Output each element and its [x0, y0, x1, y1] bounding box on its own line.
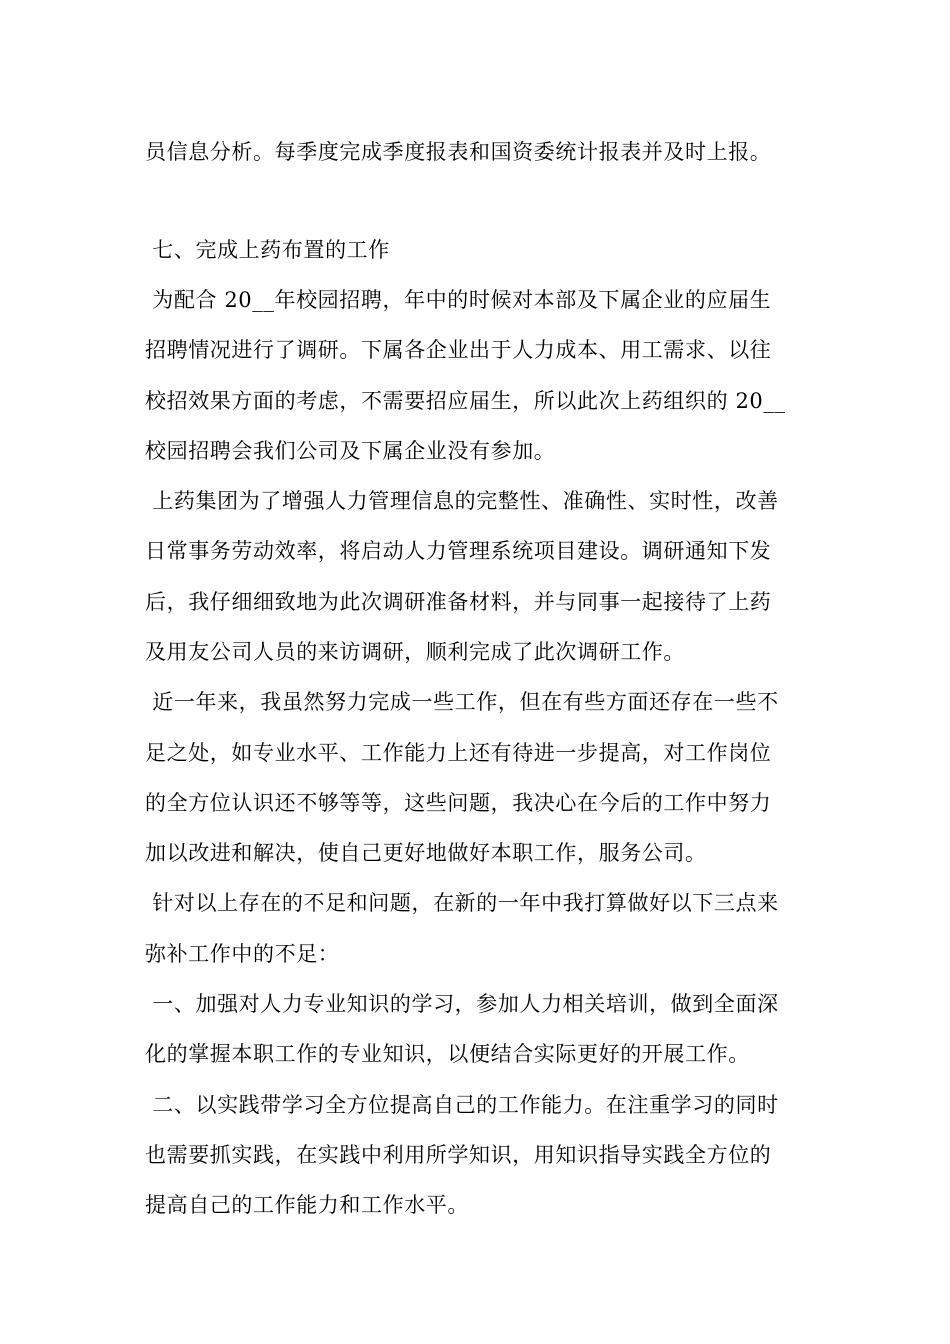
- text-line: 足之处，如专业水平、工作能力上还有待进一步提高，对工作岗位: [145, 741, 772, 765]
- text-line: 上药集团为了增强人力管理信息的完整性、准确性、实时性，改善: [145, 489, 779, 513]
- text-line: 一、加强对人力专业知识的学习，参加人力相关培训，做到全面深: [145, 992, 779, 1016]
- text-line: 提高自己的工作能力和工作水平。: [145, 1193, 469, 1217]
- text-line: 的全方位认识还不够等等，这些问题，我决心在今后的工作中努力: [145, 791, 772, 815]
- text-line: 化的掌握本职工作的专业知识，以便结合实际更好的开展工作。: [145, 1042, 750, 1066]
- text-line: 校园招聘会我们公司及下属企业没有参加。: [145, 439, 556, 463]
- text-line: 及用友公司人员的来访调研，顺利完成了此次调研工作。: [145, 640, 685, 664]
- text-line: 为配合 20__年校园招聘，年中的时候对本部及下属企业的应届生: [145, 288, 772, 312]
- text-line: 加以改进和解决，使自己更好地做好本职工作，服务公司。: [145, 841, 707, 865]
- text-line: 近一年来，我虽然努力完成一些工作，但在有些方面还存在一些不: [145, 690, 779, 714]
- text-line: 日常事务劳动效率，将启动人力管理系统项目建设。调研通知下发: [145, 539, 772, 563]
- text-line: 二、以实践带学习全方位提高自己的工作能力。在注重学习的同时: [145, 1093, 779, 1117]
- text-line: 针对以上存在的不足和问题，在新的一年中我打算做好以下三点来: [145, 891, 779, 915]
- section-heading: 七、完成上药布置的工作: [145, 238, 390, 262]
- text-line: 后，我仔细细致地为此次调研准备材料，并与同事一起接待了上药: [145, 590, 772, 614]
- text-line: 也需要抓实践，在实践中利用所学知识，用知识指导实践全方位的: [145, 1143, 772, 1167]
- text-line: 弥补工作中的不足：: [145, 942, 340, 966]
- text-line: 校招效果方面的考虑，不需要招应届生，所以此次上药组织的 20__: [145, 389, 786, 413]
- text-line: 招聘情况进行了调研。下属各企业出于人力成本、用工需求、以往: [145, 338, 772, 362]
- text-line: 员信息分析。每季度完成季度报表和国资委统计报表并及时上报。: [145, 140, 772, 164]
